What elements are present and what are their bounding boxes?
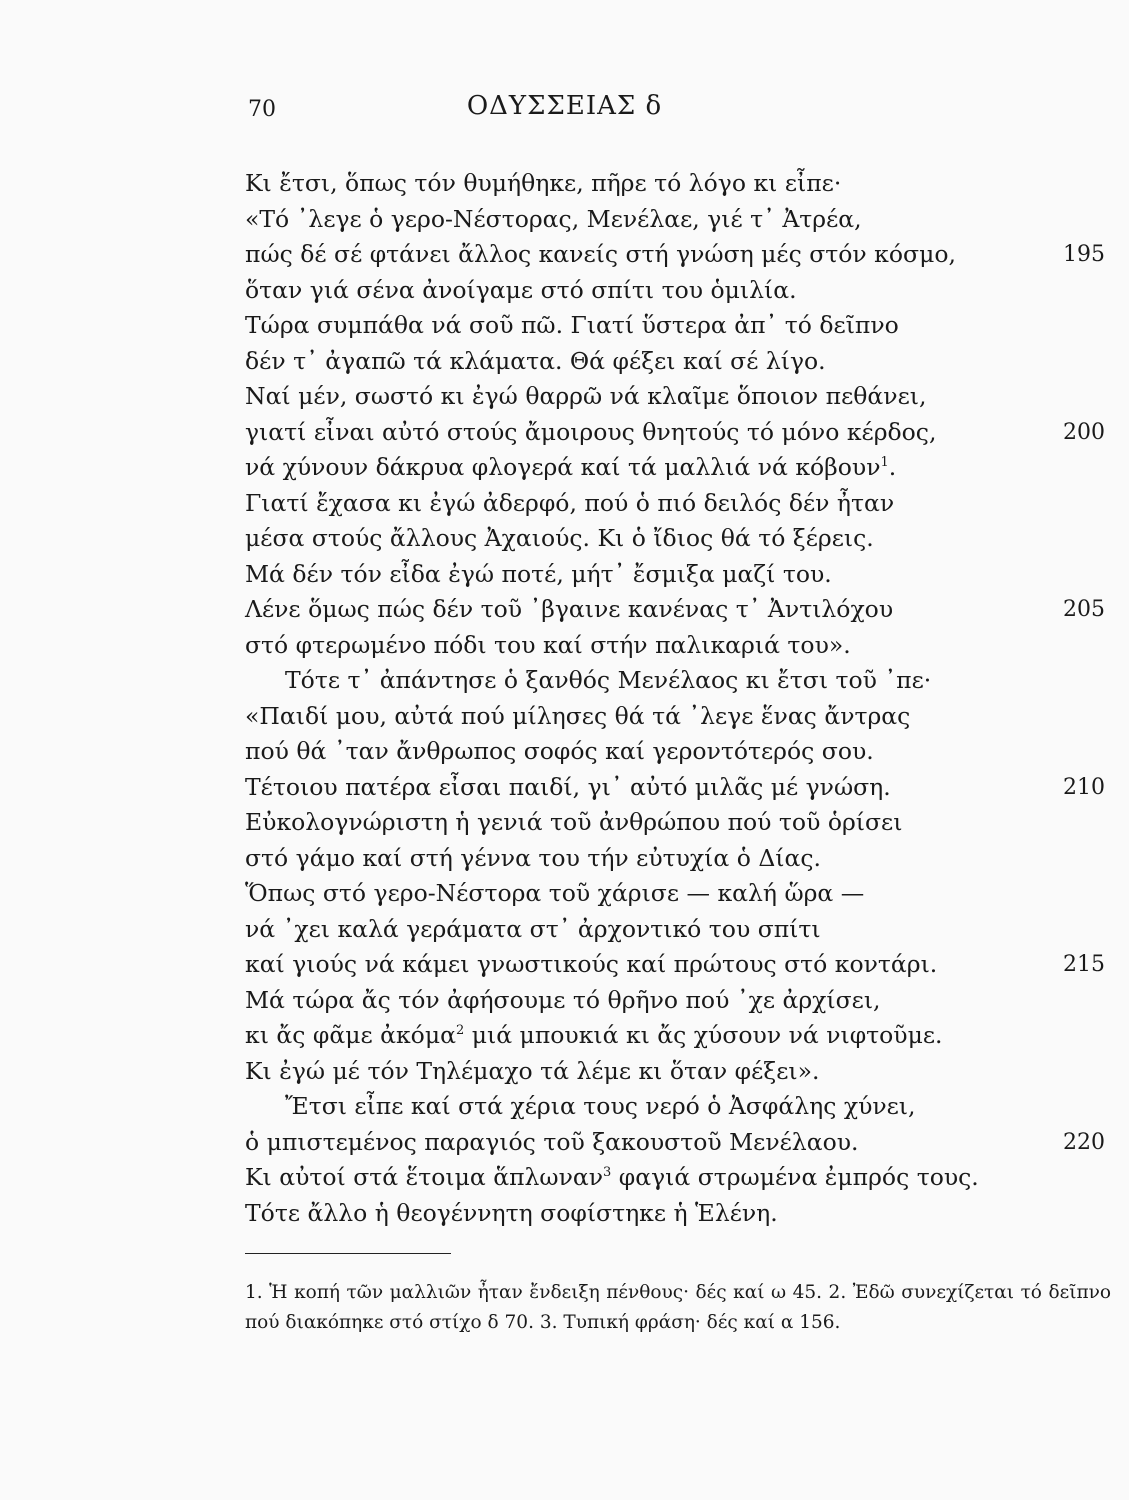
- verse-line: [245, 699, 1115, 735]
- verse-line: [245, 486, 1115, 522]
- verse-text-main: Μά τώρα ἄς τόν ἀφήσουμε τό θρῆνο πού ᾽χε ἀρχίσει,: [245, 985, 881, 1014]
- verse-line: [245, 805, 1115, 841]
- verse-line: [245, 308, 1115, 344]
- verse-line: [245, 770, 1115, 806]
- verse-text-main: πού θά ᾽ταν ἄνθρωπος σοφός καί γεροντότερός σου.: [245, 737, 874, 765]
- verse-text-main: ὁ μπιστεμένος παραγιός τοῦ ξακουστοῦ Μενέλαου.: [245, 1127, 859, 1156]
- verse-text: [245, 347, 826, 375]
- footnote-marker: 1: [880, 455, 889, 471]
- line-number: 195: [1063, 242, 1105, 267]
- line-number: 220: [1063, 1129, 1105, 1155]
- verse-text: [245, 1021, 943, 1049]
- verse-line: [245, 912, 1115, 948]
- verse-text-continuation: μιά μπουκιά κι ἄς χύσουν νά νιφτοῦμε.: [464, 1021, 943, 1049]
- verse-text: [245, 1128, 858, 1156]
- verse-text: [245, 453, 896, 481]
- verse-text-main: στό γάμο καί στή γέννα του τήν εὐτυχία ὁ Δίας.: [245, 843, 822, 872]
- verse-text-main: Κι αὐτοί στά ἕτοιμα ἅπλωναν: [245, 1163, 604, 1191]
- verse-text-main: Εὐκολογνώριστη ἡ γενιά τοῦ ἀνθρώπου πού τοῦ ὁρίσει: [245, 808, 903, 836]
- verse-line: [245, 1160, 1115, 1196]
- verse-text: [245, 879, 864, 907]
- verse-text: [245, 666, 931, 694]
- footnote-marker: 2: [455, 1023, 465, 1039]
- verse-line: [245, 1018, 1115, 1054]
- verse-text: [245, 524, 874, 552]
- verse-line: [245, 983, 1115, 1019]
- verse-text-main: Γιατί ἔχασα κι ἐγώ ἀδερφό, πού ὁ πιό δειλός δέν ἦταν: [245, 488, 895, 517]
- line-number: 215: [1063, 952, 1105, 977]
- verse-line: [245, 592, 1115, 628]
- verse-text: [245, 986, 881, 1014]
- verse-line: [245, 166, 1115, 202]
- verse-text: [245, 169, 841, 197]
- verse-text: [245, 950, 937, 978]
- verse-text-main: νά χύνουν δάκρυα φλογερά καί τά μαλλιά νά κόβουν: [245, 453, 881, 481]
- verse-line: [245, 1089, 1115, 1125]
- line-number: 200: [1063, 419, 1105, 445]
- line-number: 210: [1063, 774, 1105, 800]
- verse-text-main: κι ἄς φᾶμε ἀκόμα: [245, 1021, 456, 1049]
- verse-text: [245, 240, 956, 268]
- verse-text-main: στό φτερωμένο πόδι του καί στήν παλικαριά του».: [245, 630, 851, 659]
- verse-text-main: Ἔτσι εἶπε καί στά χέρια τους νερό ὁ Ἀσφάλης χύνει,: [285, 1092, 916, 1120]
- verse-line: [245, 202, 1115, 238]
- footnotes: 1. Ἡ κοπή τῶν μαλλιῶν ἦταν ἔνδειξη πένθους· δές καί ω 45. 2. Ἐδῶ συνεχίζεται τό δεῖπνο πού διακόπηκε στό στίχο δ 70. 3. Τυπική φράση· δές καί α 156.: [245, 1282, 1111, 1333]
- verse-line: [245, 841, 1115, 877]
- verse-line: [245, 557, 1115, 593]
- verse-text: [245, 1057, 819, 1085]
- verse-text: [245, 276, 797, 304]
- verse-text: [245, 595, 893, 623]
- verse-text: [245, 737, 874, 765]
- verse-text: [245, 382, 926, 410]
- verse-line: [245, 1196, 1115, 1232]
- verse-text: [245, 844, 821, 872]
- verse-line: [245, 450, 1115, 486]
- line-number: 205: [1063, 597, 1105, 622]
- verse-text-continuation: φαγιά στρωμένα ἐμπρός τους.: [611, 1163, 979, 1191]
- verse-text: [245, 1092, 916, 1120]
- verse-text: [245, 311, 899, 339]
- verse-line: [245, 947, 1115, 983]
- verse-text-main: νά ᾽χει καλά γεράματα στ᾽ ἀρχοντικό του σπίτι: [245, 914, 821, 943]
- verse-text-main: Τότε τ᾽ ἀπάντησε ὁ ξανθός Μενέλαος κι ἔτσι τοῦ ᾽πε·: [285, 666, 932, 694]
- verse-text: [245, 808, 902, 836]
- verse-text: [245, 418, 936, 446]
- verse-text-main: Ναί μέν, σωστό κι ἐγώ θαρρῶ νά κλαῖμε ὅποιον πεθάνει,: [245, 382, 927, 410]
- verse-line: [245, 876, 1115, 912]
- verse-text-main: Κι ἔτσι, ὅπως τόν θυμήθηκε, πῆρε τό λόγο κι εἶπε·: [245, 169, 842, 197]
- verse-text-main: Κι ἐγώ μέ τόν Τηλέμαχο τά λέμε κι ὅταν φέξει».: [245, 1056, 820, 1085]
- verse-text-main: πώς δέ σέ φτάνει ἄλλος κανείς στή γνώση μές στόν κόσμο,: [245, 240, 956, 268]
- verse-line: [245, 1125, 1115, 1161]
- verse-line: [245, 734, 1115, 770]
- verse-text: [245, 205, 862, 233]
- verse-text-main: «Παιδί μου, αὐτά πού μίλησες θά τά ᾽λεγε ἕνας ἄντρας: [245, 701, 911, 730]
- verse-line: [245, 1054, 1115, 1090]
- verse-line: [245, 415, 1115, 451]
- verse-line: [245, 237, 1115, 273]
- verse-text-main: γιατί εἶναι αὐτό στούς ἄμοιρους θνητούς τό μόνο κέρδος,: [245, 417, 937, 446]
- verse-line: [245, 344, 1115, 380]
- verse-text: [245, 1199, 778, 1227]
- verse-text-main: Ὅπως στό γερο-Νέστορα τοῦ χάρισε — καλή ὥρα —: [245, 879, 865, 907]
- verse-text-main: καί γιούς νά κάμει γνωστικούς καί πρώτους στό κοντάρι.: [245, 950, 938, 978]
- verse-text: [245, 915, 821, 943]
- footnote-divider: [245, 1253, 451, 1254]
- verse-text-main: δέν τ᾽ ἀγαπῶ τά κλάματα. Θά φέξει καί σέ λίγο.: [245, 346, 826, 375]
- verse-text: [245, 631, 851, 659]
- verse-text-main: Τέτοιου πατέρα εἶσαι παιδί, γι᾽ αὐτό μιλᾶς μέ γνώση.: [245, 772, 891, 801]
- verse-line: [245, 273, 1115, 309]
- footnote-marker: 3: [603, 1165, 612, 1181]
- page-number: 70: [248, 97, 276, 122]
- verse-line: [245, 628, 1115, 664]
- verse-line: [245, 521, 1115, 557]
- verse-block: [245, 166, 1115, 1231]
- verse-text-main: Μά δέν τόν εἶδα ἐγώ ποτέ, μήτ᾽ ἔσμιξα μαζί του.: [245, 559, 832, 588]
- verse-text-continuation: .: [888, 453, 897, 481]
- verse-text-main: μέσα στούς ἄλλους Ἀχαιούς. Κι ὁ ἴδιος θά τό ξέρεις.: [245, 524, 874, 552]
- verse-line: [245, 379, 1115, 415]
- verse-line: [245, 663, 1115, 699]
- verse-text: [245, 773, 891, 801]
- verse-text-main: Λένε ὅμως πώς δέν τοῦ ᾽βγαινε κανένας τ᾽ Ἀντιλόχου: [245, 595, 894, 623]
- verse-text: [245, 1163, 979, 1191]
- verse-text: [245, 560, 832, 588]
- verse-text-main: ὅταν γιά σένα ἀνοίγαμε στό σπίτι του ὁμιλία.: [245, 275, 797, 304]
- verse-text-main: «Τό ᾽λεγε ὁ γερο-Νέστορας, Μενέλαε, γιέ τ᾽ Ἀτρέα,: [245, 204, 862, 233]
- verse-text-main: Τότε ἄλλο ἡ θεογέννητη σοφίστηκε ἡ Ἑλένη.: [245, 1198, 778, 1227]
- verse-text: [245, 489, 894, 517]
- verse-text: [245, 702, 910, 730]
- verse-text-main: Τώρα συμπάθα νά σοῦ πῶ. Γιατί ὕστερα ἀπ᾽ τό δεῖπνο: [245, 311, 899, 339]
- running-title: ΟΔΥΣΣΕΙΑΣ δ: [466, 91, 663, 121]
